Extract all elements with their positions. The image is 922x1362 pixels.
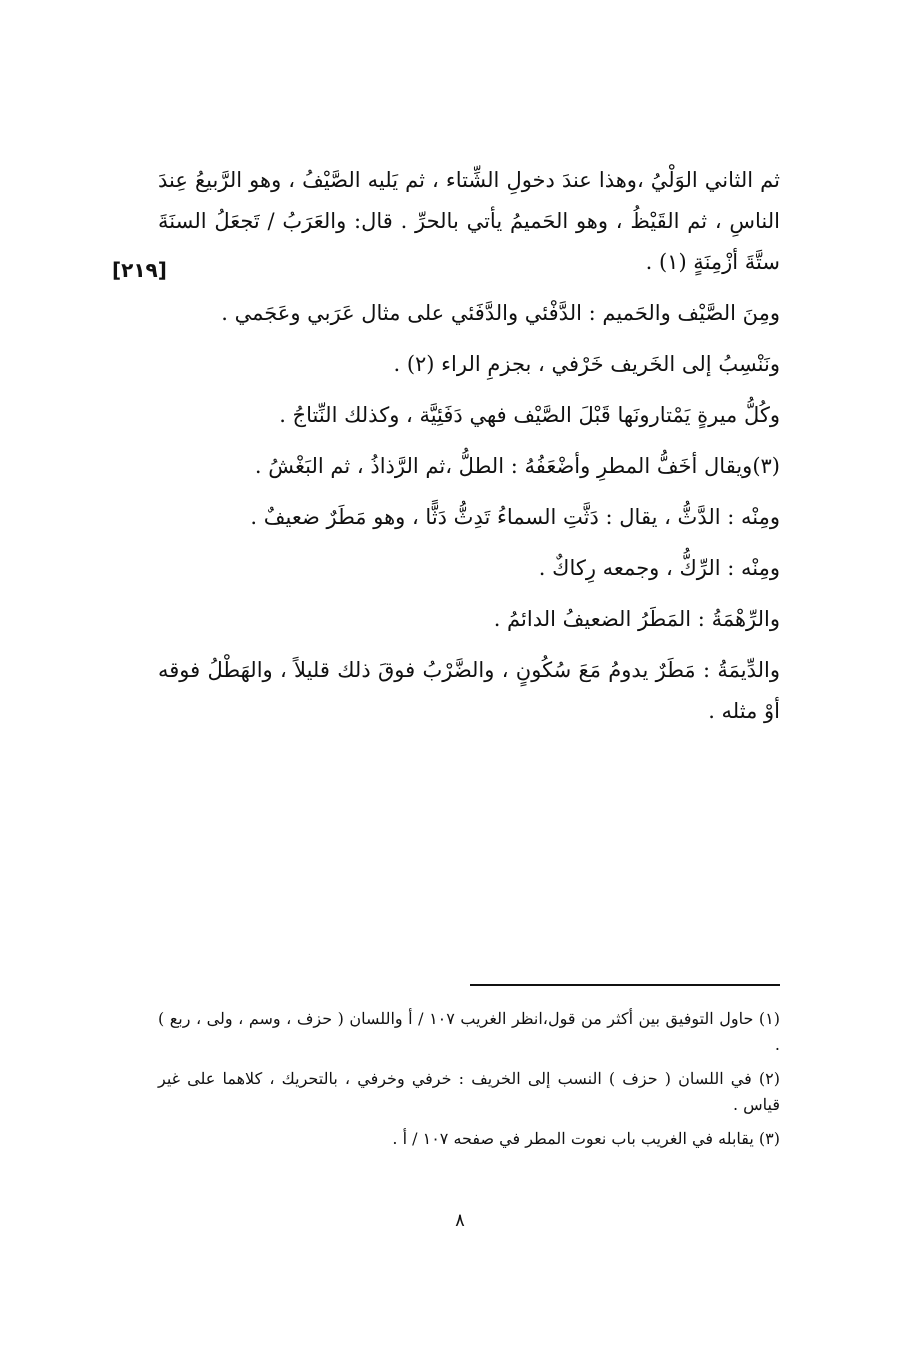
paragraph: والرِّهْمَةُ : المَطَرُ الضعيفُ الدائمُ . — [493, 607, 780, 631]
paragraph: ثم الثاني الوَلْيُ ،وهذا عندَ دخولِ الشِّتاء ، ثم يَليه الصَّيْفُ ، وهو الرَّبيعُ عِندَ الناسِ ، ثم القَيْظُ ، وهو الحَميمُ يأتي بالحرِّ . قال: والعَرَبُ / تَجعَلُ السنَةَ ستَّةَ أزْمِنَةٍ (١) . — [158, 168, 780, 274]
page-number: ٨ — [455, 1210, 465, 1231]
main-text — [158, 160, 780, 732]
paragraph: (٣)ويقال أخَفُّ المطرِ وأضْعَفُهُ : الطلُّ ،ثم الرَّذاذُ ، ثم البَغْشُ . — [254, 454, 780, 478]
footnote: (٢) في اللسان ( حزف ) النسب إلى الخريف : خرفي وخرفي ، بالتحريك ، كلاهما على غير قياس . — [158, 1069, 780, 1114]
paragraph: وكُلُّ ميرةٍ يَمْتارونَها قَبْلَ الصَّيْف فهي دَفَئِيَّة ، وكذلك النِّتاجُ . — [279, 403, 780, 427]
footnote: (٣) يقابله في الغريب باب نعوت المطر في صفحه ١٠٧ / أ . — [392, 1129, 780, 1148]
paragraph: ومِنَ الصَّيْف والحَميم : الدَّفْئي والدَّفَئي على مثال عَرَبي وعَجَمي . — [221, 301, 780, 325]
paragraph: ونَنْسِبُ إلى الخَريف خَرْفي ، بجزمِ الراء (٢) . — [393, 352, 780, 376]
margin-folio-reference: [٢١٩] — [112, 258, 167, 282]
footnotes — [158, 1006, 780, 1160]
paragraph: والدِّيمَةُ : مَطَرٌ يدومُ مَعَ سُكُونٍ ، والضَّرْبُ فوقَ ذلك قليلاً ، والهَطْلُ فوقه أوْ مثله . — [158, 658, 780, 723]
paragraph: ومِنْه : الرِّكُّ ، وجمعه رِكاكٌ . — [538, 556, 780, 580]
footnote: (١) حاول التوفيق بين أكثر من قول،انظر الغريب ١٠٧ / أ واللسان ( حزف ، وسم ، ولى ، ربع ) . — [158, 1009, 781, 1054]
footnote-divider — [470, 984, 780, 986]
paragraph: ومِنْه : الدَّثُّ ، يقال : دَثَّتِ السماءُ تَدِثُّ دَثًّا ، وهو مَطَرٌ ضعيفٌ . — [250, 505, 780, 529]
